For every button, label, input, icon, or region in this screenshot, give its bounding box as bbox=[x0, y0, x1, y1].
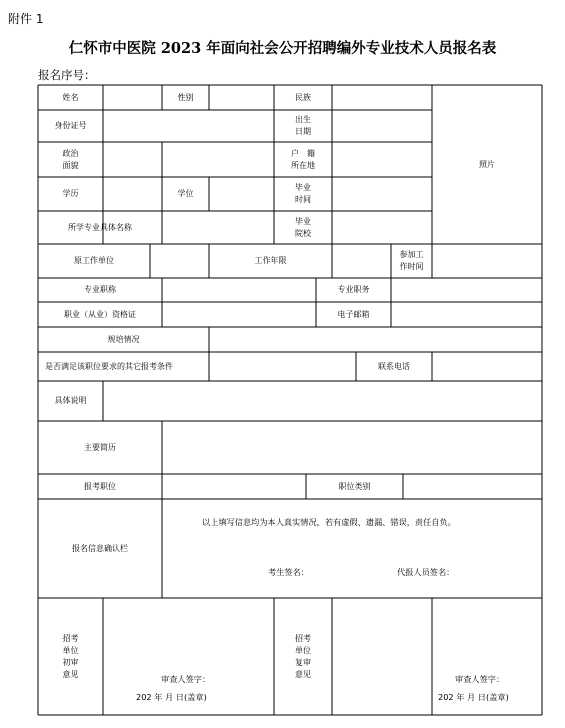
professional-title-label: 专业职称 bbox=[84, 285, 116, 294]
initial-reviewer-signature: 审查人签字： bbox=[161, 674, 211, 684]
second-review-label: 招考 单位 复审 意见 bbox=[295, 633, 311, 679]
second-reviewer-signature: 审查人签字： bbox=[455, 674, 505, 684]
other-conditions-label: 是否满足该职位要求的其它报考条件 bbox=[45, 361, 173, 371]
second-review-date-seal: 202 年 月 日(盖章) bbox=[438, 692, 509, 702]
graduation-school-label: 毕业 院校 bbox=[295, 216, 311, 238]
initial-review-date-seal: 202 年 月 日(盖章) bbox=[136, 692, 207, 702]
position-category-label: 职位类别 bbox=[338, 481, 371, 491]
initial-review-label: 招考 单位 初审 意见 bbox=[62, 633, 79, 679]
confirmation-text: 以上填写信息均为本人真实情况，若有虚假、遗漏、错误，责任自负。 bbox=[202, 517, 456, 527]
id-number-label: 身份证号 bbox=[54, 121, 87, 130]
political-status-label: 政治 面貌 bbox=[62, 148, 79, 170]
applied-position-label: 报考职位 bbox=[84, 481, 116, 491]
major-label: 所学专业具体名称 bbox=[68, 222, 132, 232]
original-employer-label: 原工作单位 bbox=[74, 256, 114, 265]
candidate-signature-label: 考生签名： bbox=[268, 567, 309, 577]
birth-date-label: 出生 日期 bbox=[295, 115, 311, 136]
proxy-signature-label: 代报人员签名： bbox=[397, 567, 455, 577]
serial-number-label: 报名序号： bbox=[38, 68, 96, 82]
attachment-label: 附件 1 bbox=[8, 12, 44, 26]
email-label: 电子邮箱 bbox=[337, 309, 370, 319]
confirmation-label: 报名信息确认栏 bbox=[72, 543, 128, 553]
form-title: 仁怀市中医院 2023 年面向社会公开招聘编外专业技术人员报名表 bbox=[68, 40, 497, 57]
hukou-location-label: 户 籍 所在地 bbox=[291, 148, 315, 170]
degree-label: 学位 bbox=[177, 189, 194, 198]
work-years-label: 工作年限 bbox=[254, 256, 287, 265]
name-label: 姓名 bbox=[62, 92, 79, 102]
training-label: 规培情况 bbox=[107, 334, 140, 344]
work-start-time-label: 参加工 作时间 bbox=[399, 250, 424, 271]
photo-label: 照片 bbox=[479, 159, 495, 169]
qualification-cert-label: 职业（从业）资格证 bbox=[64, 309, 136, 319]
education-label: 学历 bbox=[62, 189, 79, 198]
ethnicity-label: 民族 bbox=[295, 92, 311, 102]
phone-label: 联系电话 bbox=[378, 361, 410, 371]
professional-post-label: 专业职务 bbox=[337, 285, 370, 294]
resume-label: 主要简历 bbox=[84, 442, 116, 452]
gender-label: 性别 bbox=[177, 92, 194, 102]
graduation-time-label: 毕业 时间 bbox=[295, 183, 311, 204]
details-label: 具体说明 bbox=[54, 396, 87, 405]
